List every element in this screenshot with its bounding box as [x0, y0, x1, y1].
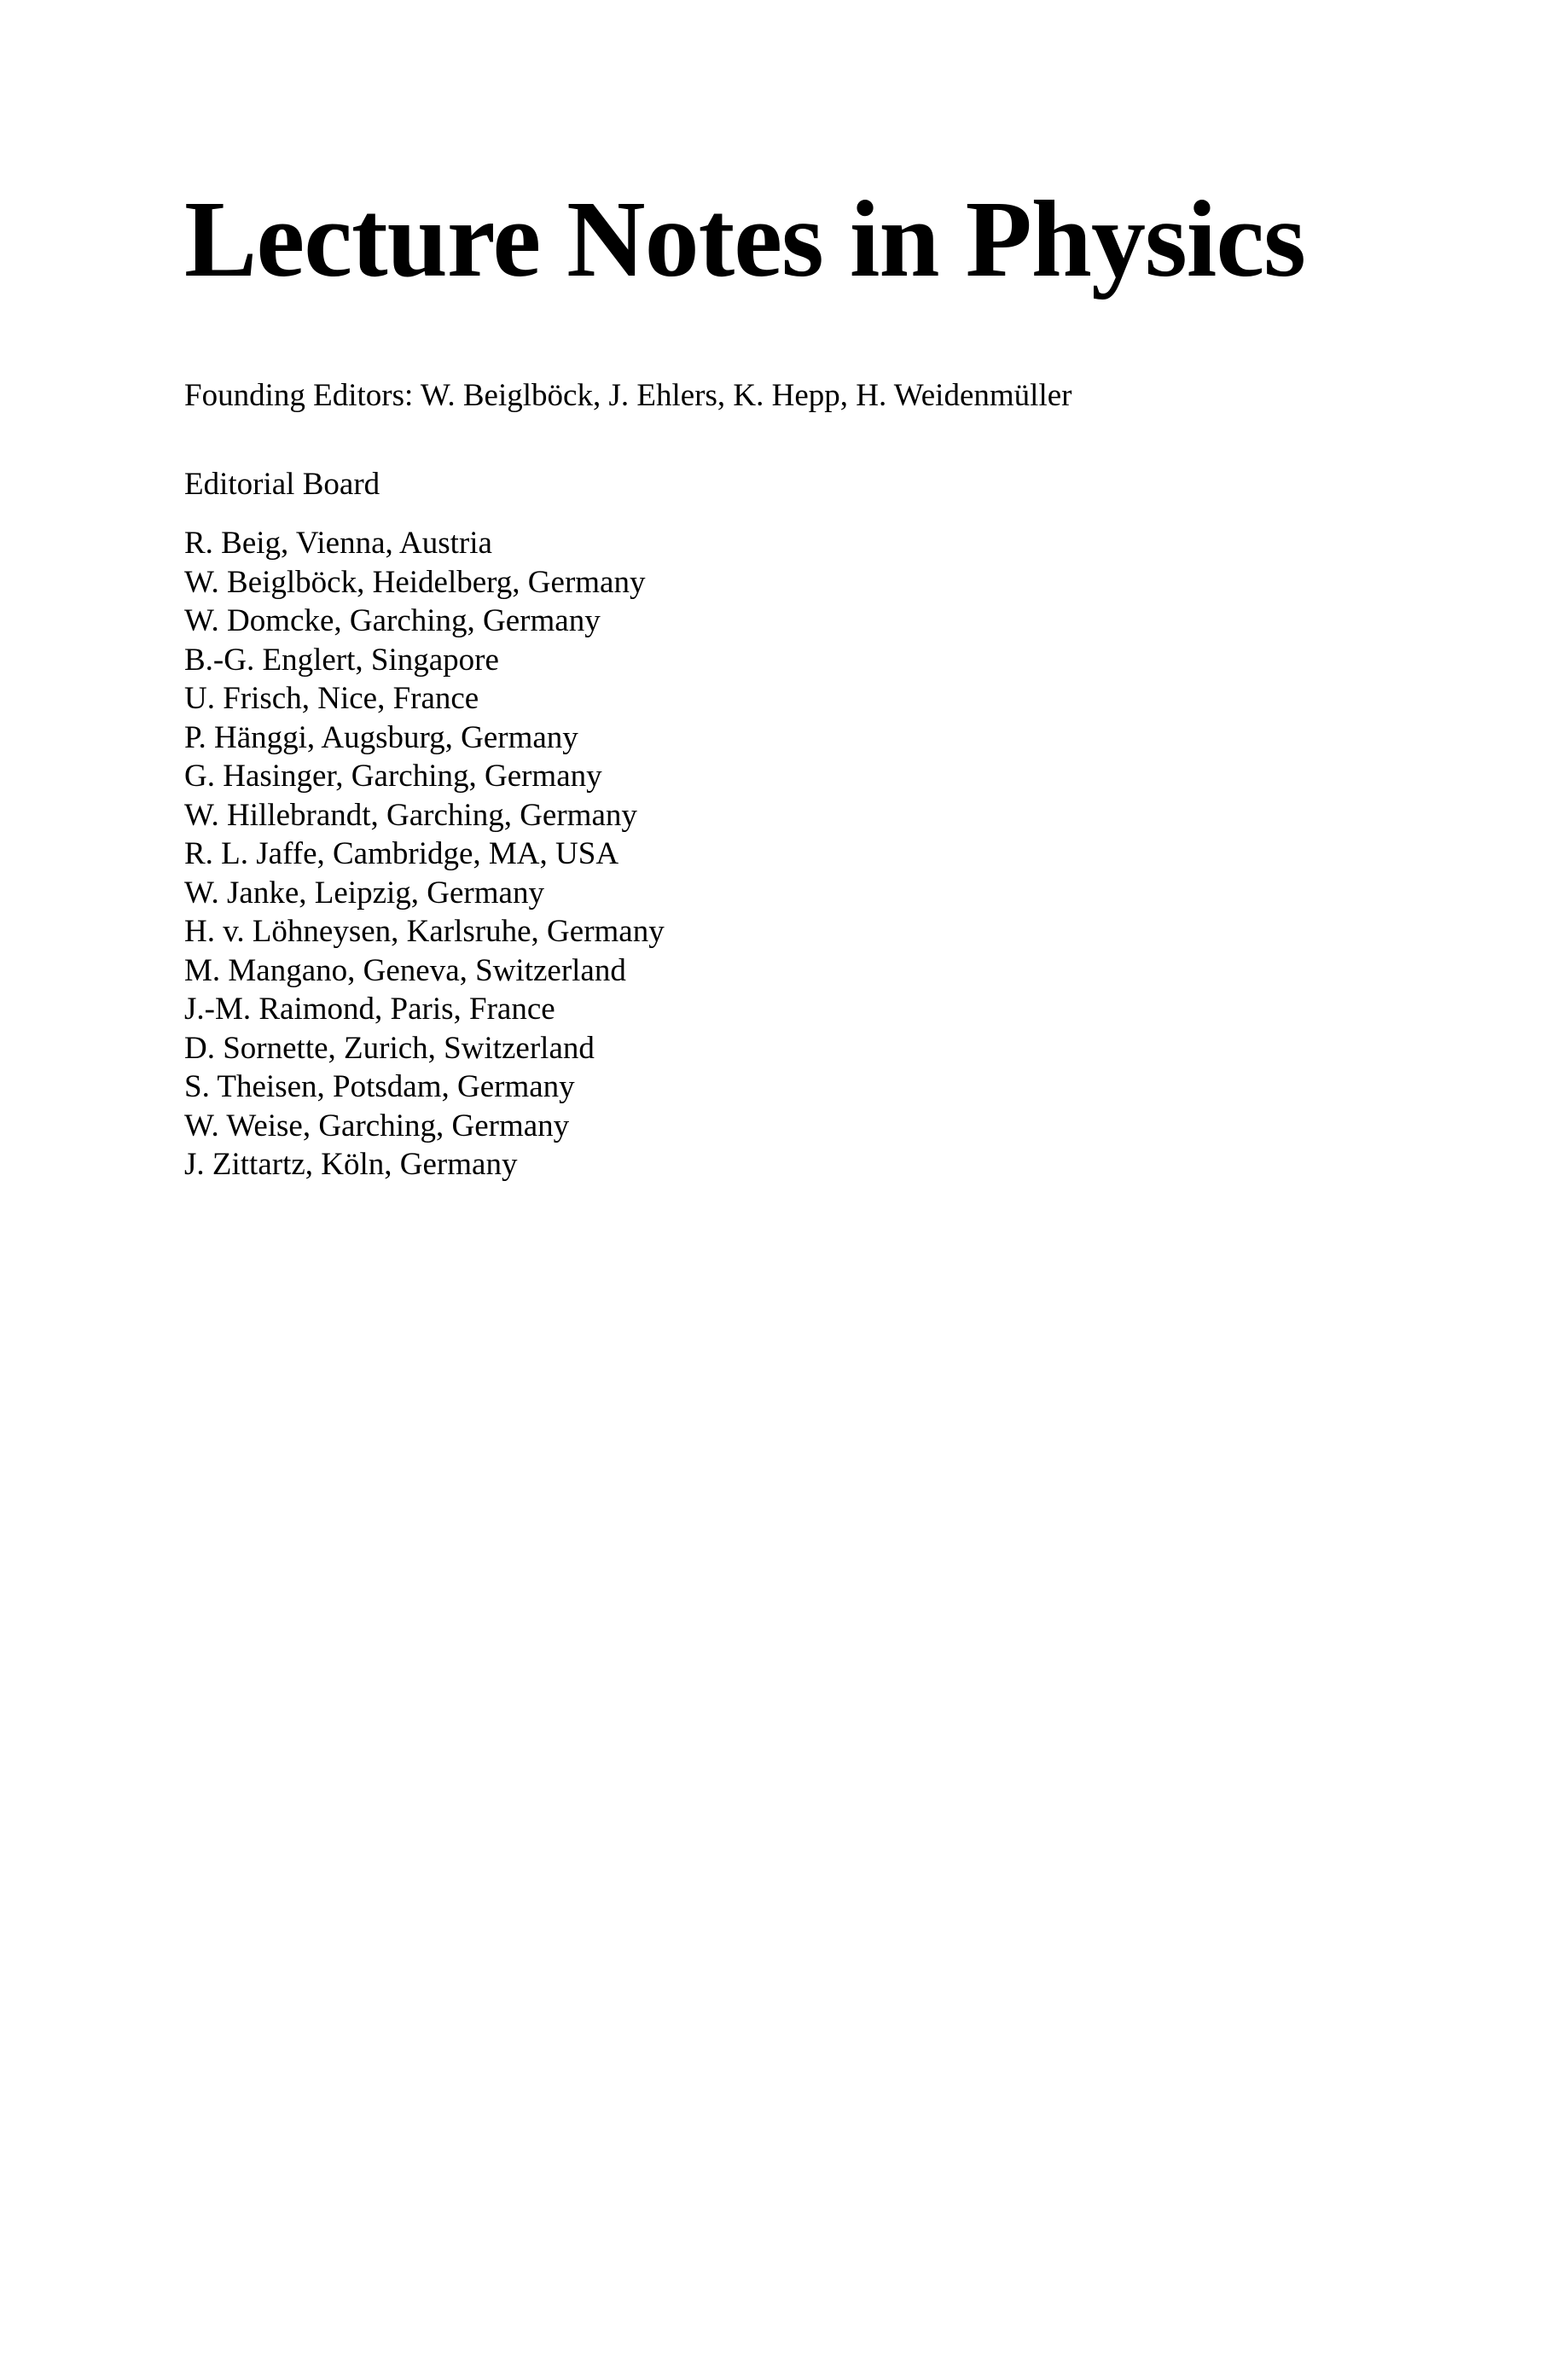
board-member: R. Beig, Vienna, Austria	[184, 526, 492, 561]
editorial-board-list	[184, 524, 665, 1184]
board-member: W. Beiglböck, Heidelberg, Germany	[184, 564, 646, 600]
board-member: W. Domcke, Garching, Germany	[184, 603, 601, 638]
board-member: U. Frisch, Nice, France	[184, 681, 479, 716]
board-member: R. L. Jaffe, Cambridge, MA, USA	[184, 836, 619, 871]
board-member: J.-M. Raimond, Paris, France	[184, 992, 555, 1027]
editorial-board-heading: Editorial Board	[184, 467, 380, 502]
board-member: S. Theisen, Potsdam, Germany	[184, 1069, 575, 1104]
board-member: M. Mangano, Geneva, Switzerland	[184, 952, 626, 988]
board-member: P. Hänggi, Augsburg, Germany	[184, 719, 578, 755]
board-member: J. Zittartz, Köln, Germany	[184, 1147, 518, 1182]
board-member: B.-G. Englert, Singapore	[184, 642, 499, 678]
founding-editors: Founding Editors: W. Beiglböck, J. Ehlers, K. Hepp, H. Weidenmüller	[184, 378, 1072, 413]
series-title: Lecture Notes in Physics	[184, 178, 1305, 300]
board-member: H. v. Löhneysen, Karlsruhe, Germany	[184, 914, 665, 949]
board-member: D. Sornette, Zurich, Switzerland	[184, 1030, 595, 1066]
board-member: W. Hillebrandt, Garching, Germany	[184, 797, 637, 833]
board-member: W. Janke, Leipzig, Germany	[184, 875, 544, 911]
board-member: W. Weise, Garching, Germany	[184, 1108, 570, 1143]
board-member: G. Hasinger, Garching, Germany	[184, 759, 602, 794]
